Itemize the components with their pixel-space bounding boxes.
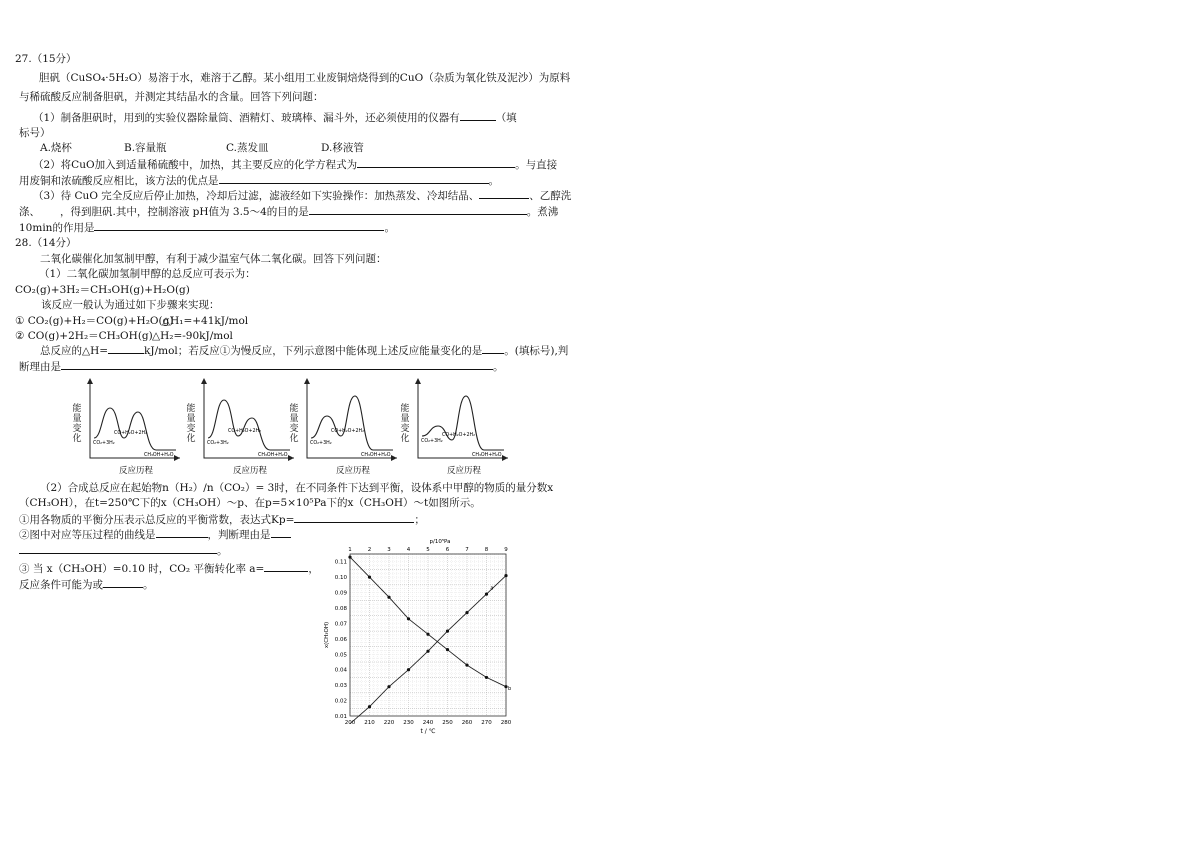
data-point-b [426, 633, 429, 636]
q27-part3-text2b: ，得到胆矾.其中，控制溶液 pH值为 3.5～4的目的是 [60, 206, 309, 218]
dh-text-a: 总反应的△H= [40, 345, 109, 357]
energy-xlabel: 反应历程 [335, 466, 370, 476]
energy-xlabel: 反应历程 [446, 466, 481, 476]
q27-part3-text-end: 、乙醇洗 [529, 190, 572, 202]
reason-text: 断理由是 [19, 361, 61, 373]
axis-arrows [415, 378, 508, 461]
q27-part2-text2-end: 。 [488, 175, 499, 187]
x-tick-label: 200 [344, 720, 356, 726]
step1-eq: ① CO₂(g)+H₂＝CO(g)+H₂O(g) [15, 315, 174, 327]
y-tick-label: 0.11 [334, 559, 347, 566]
x-tick-label: 250 [442, 720, 453, 726]
q27-part2 [33, 157, 557, 172]
eq-total: CO₂(g)+3H₂＝CH₃OH(g)+H₂O(g) [15, 284, 190, 296]
q27-part2-line2 [19, 173, 499, 188]
top-tick-label: 9 [504, 547, 508, 553]
state-label: CO+H₂O+2H₂ [331, 429, 365, 434]
x-tick-label: 280 [500, 720, 512, 726]
data-point-a [368, 705, 371, 708]
energy-xlabel: 反应历程 [232, 466, 267, 476]
steps-intro: 该反应一般认为通过如下步骤来实现： [41, 299, 220, 311]
energy-curve-plot [412, 378, 510, 464]
q27-part3-text: （3）待 CuO 完全反应后停止加热，冷却后过滤，滤液经如下实验操作：加热蒸发、冷却结晶、 [33, 190, 480, 202]
data-point-b [465, 663, 468, 666]
answer-blank[interactable] [94, 220, 384, 231]
state-label: CO+H₂O+2H₂ [114, 431, 148, 436]
answer-blank[interactable] [156, 527, 208, 538]
data-point-a [446, 630, 449, 633]
option-a: A.烧杯 [40, 142, 72, 154]
q27-part3-text3-end: 。 [384, 222, 395, 234]
axis-arrows [87, 378, 180, 461]
data-point-b [348, 555, 351, 558]
energy-curve-plot [84, 378, 182, 464]
dh-text-c: 。(填标号),判 [504, 345, 569, 357]
y-tick-label: 0.02 [334, 698, 347, 705]
x-tick-label: 240 [422, 720, 434, 726]
top-tick-label: 1 [348, 547, 352, 553]
y-tick-label: 0.07 [334, 621, 347, 628]
y-tick-label: 0.04 [334, 667, 347, 674]
q27-part2-text2: 用废铜和浓硫酸反应相比，该方法的优点是 [19, 175, 219, 187]
axes [418, 380, 508, 458]
answer-blank[interactable] [309, 204, 527, 215]
top-tick-label: 8 [484, 547, 489, 553]
q28-part2-line1: （2）合成总反应在起始物n（H₂）/n（CO₂）= 3时，在不同条件下达到平衡，设体系中甲醇的物质的量分数x [40, 482, 554, 494]
data-point-b [485, 676, 488, 679]
axes [307, 380, 397, 458]
sub3-text: ③ 当 x（CH₃OH）=0.10 时，CO₂ 平衡转化率 a= [19, 563, 265, 575]
top-tick-label: 3 [387, 547, 391, 553]
state-label: CO₂+3H₂ [310, 441, 332, 446]
answer-blank[interactable] [108, 343, 144, 354]
answer-blank[interactable] [264, 561, 308, 572]
answer-blank[interactable] [294, 512, 414, 523]
step2-dh: △H₂=-90kJ/mol [152, 330, 233, 342]
axis-arrows [201, 378, 294, 461]
state-label: CO₂+3H₂ [421, 439, 443, 444]
top-tick-label: 6 [445, 547, 450, 553]
q28-sub3 [19, 561, 319, 576]
state-label: CO₂+3H₂ [207, 441, 229, 446]
top-tick-label: 2 [367, 547, 372, 553]
sub3b-text: 反应条件可能为或 [19, 579, 103, 591]
energy-ylabel: 能 量 变 化 [186, 404, 196, 444]
y-tick-label: 0.06 [334, 636, 347, 643]
energy-ylabel: 能 量 变 化 [72, 404, 82, 444]
answer-blank[interactable] [479, 188, 529, 199]
energy-ylabel: 能 量 变 化 [400, 404, 410, 444]
option-b: B.容量瓶 [124, 142, 167, 154]
q27-part3-line3 [19, 220, 395, 235]
state-label: CO+H₂O+2H₂ [442, 433, 476, 438]
answer-blank[interactable] [357, 157, 515, 168]
q28-reason [19, 359, 504, 374]
step1-dh: △H₁=+41kJ/mol [162, 315, 249, 327]
q28-sub1 [19, 512, 425, 527]
data-point-b [368, 576, 371, 579]
energy-ylabel: 能 量 变 化 [289, 404, 299, 444]
y-axis-label: x(CH₃OH) [324, 621, 330, 649]
y-tick-label: 0.01 [334, 714, 347, 720]
q27-intro-line2: 与稀硫酸反应制备胆矾，并测定其结晶水的含量。回答下列问题： [19, 91, 324, 103]
option-c: C.蒸发皿 [226, 142, 269, 154]
q27-part1 [33, 110, 517, 125]
x-tick-label: 230 [403, 720, 414, 726]
q27-part1-line2: 标号） [19, 127, 51, 139]
q27-part3-line2 [19, 204, 558, 219]
state-label: CH₃OH+H₂O [144, 453, 174, 458]
x-tick-label: 220 [383, 720, 395, 726]
series-label-b: b [507, 685, 512, 692]
q27-part2-text: （2）将CuO加入到适量稀硫酸中，加热，其主要反应的化学方程式为 [33, 159, 358, 171]
answer-blank[interactable] [482, 343, 504, 354]
answer-blank[interactable] [460, 110, 496, 121]
y-tick-label: 0.03 [334, 683, 347, 690]
q28-part1: （1）二氧化碳加氢制甲醇的总反应可表示为： [39, 268, 256, 280]
data-point-b [407, 617, 410, 620]
q27-part1-text-end: （填 [495, 112, 517, 124]
sub3-end: ， [308, 563, 319, 575]
q27-part1-text: （1）制备胆矾时，用到的实验仪器除量筒、酒精灯、玻璃棒、漏斗外，还必须使用的仪器有 [33, 112, 460, 124]
q28-part2-line2: （CH₃OH），在t=250℃下的x（CH₃OH）～p、在p=5×10⁵Pa下的x（CH₃OH）～t如图所示。 [19, 497, 481, 509]
data-point-a [387, 685, 390, 688]
data-point-a [426, 650, 429, 653]
top-tick-label: 5 [426, 547, 430, 553]
q27-part3-text3: 10min的作用是 [19, 222, 95, 234]
state-label: CH₃OH+H₂O [258, 453, 288, 458]
x-axis-label: t / ℃ [420, 728, 436, 735]
energy-xlabel: 反应历程 [118, 466, 153, 476]
sub3b-end: 。 [143, 579, 154, 591]
q28-sub3-line2 [19, 577, 154, 592]
top-tick-label: 4 [406, 547, 411, 553]
methanol-equilibrium-chart [320, 536, 526, 736]
state-label: CH₃OH+H₂O [472, 453, 502, 458]
state-label: CO+H₂O+2H₂ [228, 429, 262, 434]
q27-part2-text-end: 。与直接 [515, 159, 558, 171]
sub2-text: ②图中对应等压过程的曲线是 [19, 529, 156, 541]
x-tick-label: 260 [461, 720, 473, 726]
data-point-a [465, 611, 468, 614]
top-axis-label: p/10⁵Pa [429, 539, 451, 545]
q28-sub2-line2: 。 [19, 543, 228, 558]
answer-blank[interactable] [103, 577, 143, 588]
step2-eq: ② CO(g)+2H₂＝CH₃OH(g) [15, 330, 153, 342]
q27-part3-text2-end: 。煮沸 [526, 206, 559, 218]
y-tick-label: 0.10 [334, 575, 347, 582]
x-tick-label: 210 [364, 720, 375, 726]
q28-intro: 二氧化碳催化加氢制甲醇，有利于减少温室气体二氧化碳。回答下列问题： [40, 253, 387, 265]
q28-title: 28.（14分） [15, 237, 77, 249]
data-point-b [446, 648, 449, 651]
energy-curve-plot [198, 378, 296, 464]
answer-blank[interactable] [271, 527, 291, 538]
sub1-text: ①用各物质的平衡分压表示总反应的平衡常数，表达式Kp= [19, 514, 295, 526]
answer-blank[interactable] [219, 173, 489, 184]
sub1-end: ； [414, 514, 425, 526]
q27-intro-line1: 胆矾（CuSO₄·5H₂O）易溶于水，难溶于乙醇。某小组用工业废铜焙烧得到的CuO（杂质为氧化铁及泥沙）为原料 [39, 72, 571, 84]
q28-sub2 [19, 527, 291, 542]
energy-curve-plot [301, 378, 399, 464]
top-tick-label: 7 [465, 547, 469, 553]
data-point-a [504, 574, 507, 577]
q28-dh-question [40, 343, 568, 358]
q27-part3-text2a: 涤、 [19, 206, 40, 218]
sub2-mid: ，判断理由是 [207, 529, 271, 541]
answer-blank[interactable] [61, 359, 493, 370]
state-label: CO₂+3H₂ [93, 441, 115, 446]
y-tick-label: 0.09 [334, 590, 347, 597]
y-tick-label: 0.05 [334, 652, 347, 659]
data-point-a [407, 668, 410, 671]
reason-text-end: 。 [493, 361, 504, 373]
q27-part3 [33, 188, 571, 203]
y-tick-label: 0.08 [334, 606, 347, 612]
state-label: CH₃OH+H₂O [361, 453, 391, 458]
data-point-a [485, 593, 488, 596]
series-label-a: a [490, 585, 494, 592]
axis-arrows [304, 378, 397, 461]
x-tick-label: 270 [481, 720, 492, 726]
dh-text-b: kJ/mol；若反应①为慢反应，下列示意图中能体现上述反应能量变化的是 [144, 345, 483, 357]
data-point-b [387, 596, 390, 599]
answer-blank[interactable] [19, 543, 217, 554]
q27-title: 27.（15分） [15, 53, 77, 65]
option-d: D.移液管 [321, 142, 364, 154]
